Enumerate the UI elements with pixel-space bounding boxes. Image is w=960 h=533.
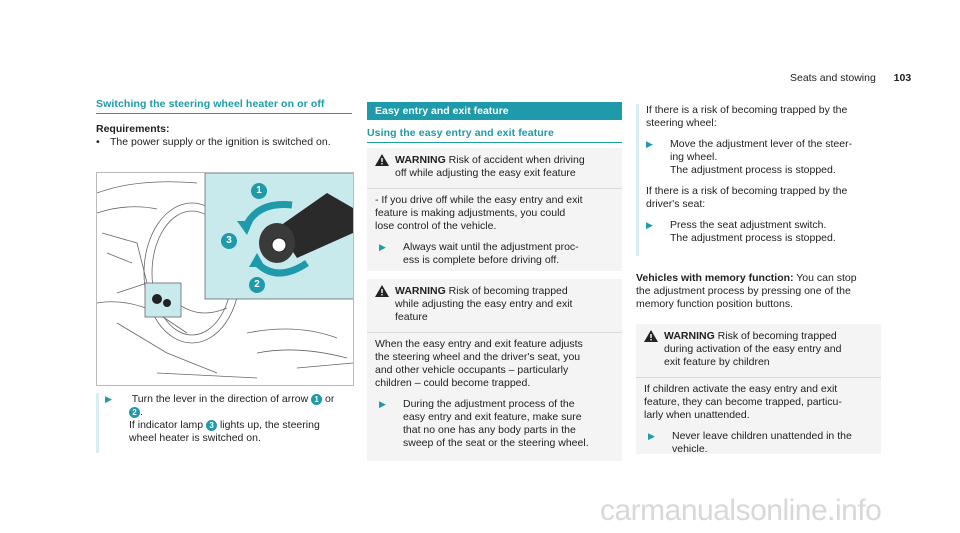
steering-wheel-illustration	[97, 173, 353, 385]
step-arrow-icon: ▶	[105, 394, 112, 404]
subtitle-using-easy-entry: Using the easy entry and exit feature	[367, 127, 622, 143]
indicator-number-3: 3	[206, 420, 217, 431]
arrow-number-1: 1	[311, 394, 322, 405]
memory-function-paragraph: Vehicles with memory function: You can stop the adjustment process by pressing one of the memory function position buttons.	[636, 272, 857, 310]
header-section: Seats and stowing	[790, 72, 876, 84]
watermark: carmanualsonline.info	[600, 494, 882, 527]
page-number: 103	[893, 72, 912, 84]
steering-wheel-figure	[96, 172, 354, 386]
column-2	[367, 102, 622, 143]
column-3-steps: If there is a risk of becoming trapped by the steering wheel: ▶ Move the adjustment lever of the steer- ing wheel. The adjustment process is stopped. If there is a risk of becoming trapped by the driver's seat: ▶ Press the seat adjustment switch. The adjustment process is stopped.	[636, 104, 879, 256]
warning-triangle-icon	[375, 285, 389, 324]
figure-label-3: 3	[221, 233, 237, 249]
step-arrow-icon: ▶	[379, 399, 386, 409]
requirement-item: • The power supply or the ignition is switched on.	[96, 136, 331, 148]
figure-label-2: 2	[249, 277, 265, 293]
bullet-icon: •	[96, 136, 100, 148]
running-header	[790, 72, 911, 84]
figure-label-1: 1	[251, 183, 267, 199]
step-arrow-icon: ▶	[379, 242, 386, 252]
step-arrow-icon: ▶	[646, 139, 653, 149]
warning-box-trapped: WARNING Risk of becoming trapped while adjusting the easy entry and exit feature When the easy entry and exit feature adjusts the steering wheel and the driver's seat, you and other vehicle occupants – particularly children – could become trapped. ▶ During the adjustment process of the easy entry and exit feature, make sure that no one has any body parts in the sweep of the seat or the steering wheel.	[367, 271, 622, 461]
section-title-steering-heater: Switching the steering wheel heater on or off	[96, 98, 352, 114]
arrow-number-2: 2	[129, 407, 140, 418]
warning-box-accident: WARNING Risk of accident when driving off while adjusting the easy exit feature - If you drive off while the easy entry and exit feature is making adjustments, you could lose control of the vehicle. ▶ Always wait until the adjustment proc- ess is complete before driving off.	[367, 148, 622, 272]
warning-triangle-icon	[375, 154, 389, 180]
warning-box-children: WARNING Risk of becoming trapped during activation of the easy entry and exit feature by children If children activate the easy entry and exit feature, they can become trapped, particu- larly when unattended. ▶ Never leave children unattended in the vehicle.	[636, 324, 881, 454]
step-arrow-icon: ▶	[646, 220, 653, 230]
turn-lever-step: ▶ Turn the lever in the direction of arrow 1 or 2 . If indicator lamp 3 lights up, the steering wheel heater is switched on.	[96, 393, 352, 453]
step-arrow-icon: ▶	[648, 431, 655, 441]
requirements-label: Requirements:	[96, 123, 170, 135]
warning-triangle-icon	[644, 330, 658, 369]
section-banner-easy-entry: Easy entry and exit feature	[367, 102, 622, 120]
column-1	[96, 98, 352, 149]
